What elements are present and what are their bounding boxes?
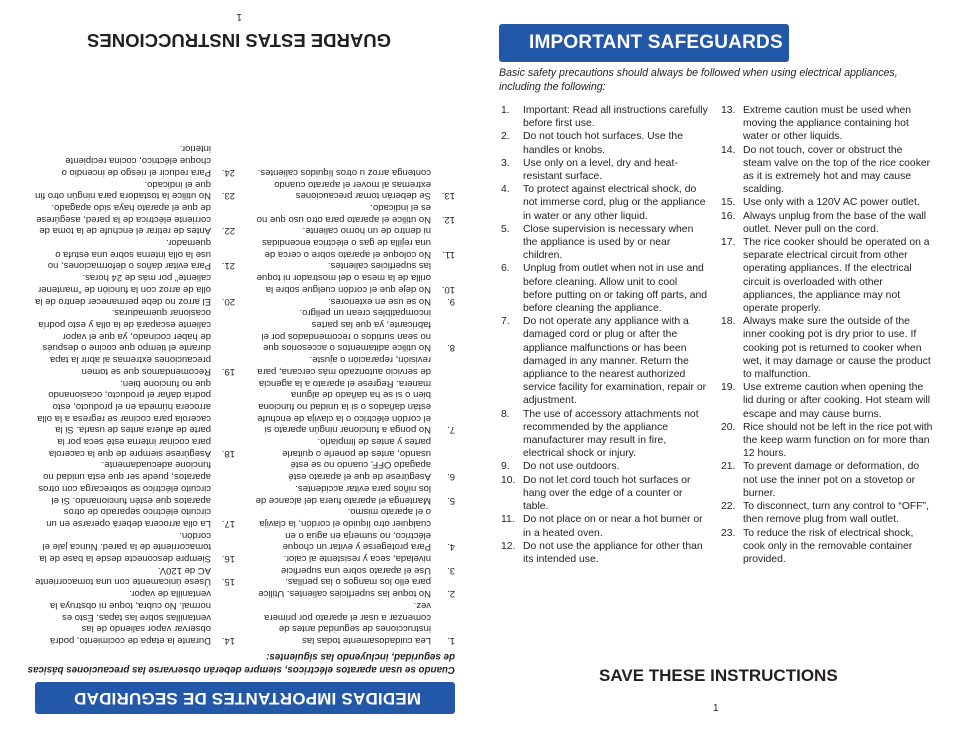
- safeguard-item-number: 24.: [221, 166, 235, 178]
- safeguard-item-number: 13.: [441, 190, 455, 202]
- safeguard-item-number: 8.: [447, 342, 455, 354]
- safeguard-item-text: Unplug from outlet when not in use and before cleaning. Allow unit to cool before putting on or taking off parts, and before cleaning the appliance.: [523, 263, 708, 315]
- safeguard-item-text: No deje que el cordón cuelgue sobre la orilla de la mesa o del mostrador ni toque las superficies calientes.: [256, 260, 431, 295]
- safeguard-item: [255, 225, 455, 260]
- safeguard-item: [721, 104, 933, 144]
- safeguard-item-text: Do not use the appliance for other than its intended use.: [523, 540, 703, 565]
- safeguard-item-number: 1.: [501, 105, 510, 116]
- safeguard-item-text: Use extreme caution when opening the lid during or after cooking. Hot steam will escape and may cause burns.: [743, 382, 931, 420]
- safeguard-item-number: 15.: [721, 197, 736, 209]
- safeguard-item-number: 19.: [221, 365, 235, 377]
- safeguard-item-number: 12.: [441, 213, 455, 225]
- safeguard-item-text: Lea cuidadosamente todas las instrucciones de seguridad antes de comenzar a usar el aparato por primera vez.: [264, 599, 431, 646]
- safeguard-item: [35, 459, 235, 529]
- safeguard-item: [501, 157, 709, 183]
- safeguard-item-text: To prevent damage or deformation, do not use the inner pot on a stovetop or burner.: [743, 461, 920, 499]
- safeguard-item: [501, 223, 709, 263]
- safeguard-item-text: Do not touch hot surfaces. Use the handles or knobs.: [523, 131, 683, 156]
- safeguard-item: [721, 527, 933, 567]
- safeguard-item: [255, 166, 455, 201]
- safeguard-item-number: 4.: [501, 184, 510, 196]
- safeguard-item-number: 20.: [721, 421, 736, 433]
- safeguard-item-number: 18.: [721, 316, 736, 328]
- safeguard-item-text: No toque las superficies calientes. Utilice para ello los mangos o las perillas.: [258, 576, 431, 600]
- english-banner-title: IMPORTANT SAFEGUARDS: [529, 32, 783, 53]
- safeguard-item-number: 13.: [721, 105, 736, 116]
- safeguard-item-number: 14.: [221, 635, 235, 646]
- safeguard-item-text: Do not touch, cover or obstruct the steam valve on the top of the rice cooker as it is extremely hot and may cause scalding.: [743, 144, 931, 196]
- safeguard-item: [255, 576, 455, 599]
- safeguard-item-text: Para reducir el riesgo de incendio o choque eléctrico, cocina recipiente interior.: [61, 143, 211, 178]
- safeguard-item-number: 23.: [721, 527, 736, 539]
- safeguard-item-text: Para protegerse y evitar un choque eléctrico, no sumerja en agua o en cualquier otro líquido el cordón, la clavija o el aparato mismo.: [259, 506, 431, 553]
- safeguard-item: [255, 435, 455, 482]
- safeguard-item-text: Close supervision is necessary when the appliance is used by or near children.: [523, 223, 694, 262]
- safeguard-item-number: 23.: [221, 190, 235, 202]
- spanish-banner-title: MEDIDAS IMPORTANTES DE SEGURIDAD: [73, 689, 421, 708]
- spanish-list-col1: [255, 166, 455, 646]
- safeguard-item: [501, 262, 709, 315]
- safeguard-item-number: 7.: [501, 316, 510, 328]
- english-list-col2: [721, 104, 933, 566]
- safeguard-item-text: Úsese únicamente con una tomacorriente AC de 120V.: [35, 564, 211, 588]
- safeguard-item: [35, 377, 235, 459]
- safeguard-item-text: Use only on a level, dry and heat-resistant surface.: [523, 157, 678, 183]
- safeguard-item: [35, 272, 235, 307]
- safeguard-item-text: Extreme caution must be used when moving the appliance containing hot water or other liquids.: [743, 105, 912, 143]
- safeguard-item: [255, 260, 455, 295]
- safeguard-item-text: Always make sure the outside of the inner cooking pot is dry prior to use. If cooking pot is returned to cooker when wet, it may damage or cause the product to malfunction.: [743, 316, 931, 381]
- english-page: [477, 0, 954, 738]
- safeguard-item-number: 21.: [221, 260, 235, 272]
- spanish-save-heading: GUARDE ESTAS INSTRUCCIONES: [87, 30, 391, 51]
- safeguard-item-number: 19.: [721, 382, 736, 394]
- safeguard-item-text: Use el aparato sobre una superficie nivelada, seca y resistente al calor.: [281, 553, 431, 576]
- safeguard-item-text: No utilice el aparato para otro uso que no es el indicado.: [256, 201, 431, 225]
- safeguard-item-text: Asegúrese siempre de que la cacerola para cocinar interna esté seca por la parte de afuera antes de usarla. Si la cacerola para cocinar se regresa a la olla arrocera húmeda en el producto, esto podría dañar el producto, ocasionando que no funcione bien.: [37, 377, 211, 459]
- safeguard-item: [501, 474, 709, 514]
- english-save-heading: SAVE THESE INSTRUCTIONS: [599, 666, 838, 685]
- safeguard-item: [255, 506, 455, 553]
- safeguard-item-number: 2.: [447, 588, 455, 600]
- safeguard-item-text: To reduce the risk of electrical shock, cook only in the removable container provided.: [743, 527, 914, 565]
- safeguard-item: [501, 104, 709, 130]
- safeguard-item-text: Para evitar daños o deformaciones, no use la olla interna sobre una estufa o quemador.: [47, 237, 211, 272]
- safeguard-item-number: 7.: [447, 424, 455, 436]
- safeguard-item-number: 3.: [501, 157, 510, 169]
- safeguard-item-text: No utilice la tostadora para ningún otro fin que el indicado.: [35, 178, 211, 202]
- safeguard-item-number: 16.: [721, 210, 736, 222]
- safeguard-item: [501, 130, 709, 156]
- safeguard-item-text: Important: Read all instructions carefully before first use.: [523, 105, 708, 130]
- safeguard-item: [35, 564, 235, 587]
- safeguard-item-number: 10.: [501, 474, 516, 486]
- safeguard-item: [255, 201, 455, 224]
- safeguard-item-number: 6.: [501, 263, 510, 275]
- spanish-banner: [35, 682, 455, 714]
- safeguard-item-number: 1.: [447, 635, 455, 646]
- safeguard-item-text: El arroz no debe permanecer dentro de la olla de arroz con la función de "mantener caliente" por más de 24 horas.: [35, 272, 211, 307]
- safeguard-item-text: La olla arrocera deberá operarse en un circuito eléctrico separado de otros aparatos que estén funcionando. Si el circuito eléctrico se sobrecarga con otros aparatos, puede ser que esta unidad no funcione adecuadamente.: [38, 459, 211, 529]
- safeguard-item: [501, 183, 709, 223]
- safeguard-item-text: The use of accessory attachments not recommended by the appliance manufacturer may result in fire, electrical shock or injury.: [523, 408, 699, 460]
- safeguard-item-number: 8.: [501, 408, 510, 420]
- safeguard-item-number: 5.: [447, 494, 455, 506]
- safeguard-item: [721, 500, 933, 526]
- safeguard-item: [35, 587, 235, 646]
- safeguard-item-text: To disconnect, turn any control to “OFF”, then remove plug from wall outlet.: [743, 501, 929, 526]
- safeguard-item-text: Use only with a 120V AC power outlet.: [743, 197, 920, 209]
- english-list-col1: [501, 104, 709, 566]
- safeguard-item: [35, 143, 235, 178]
- safeguard-item-text: Always unplug from the base of the wall outlet. Never pull on the cord.: [743, 210, 927, 235]
- safeguard-item-number: 17.: [721, 237, 736, 249]
- safeguard-item: [501, 513, 709, 539]
- safeguard-item-number: 18.: [221, 447, 235, 459]
- safeguard-item: [35, 201, 235, 236]
- safeguard-item: [501, 315, 709, 407]
- safeguard-item-text: Siempre desconecte desde la base de la tomacorriente de la pared. Nunca jale el cordón.: [39, 529, 211, 565]
- safeguard-item-text: Asegúrese de que el aparato esté apagado OFF, cuando no se esté usando, antes de ponerle o quitarle partes y antes de limpiarlo.: [282, 436, 431, 483]
- safeguard-item: [255, 482, 455, 505]
- safeguard-item-text: No se use en exteriores.: [328, 295, 431, 307]
- safeguard-item-number: 22.: [721, 501, 736, 513]
- safeguard-item-number: 4.: [447, 541, 455, 553]
- safeguard-item: [255, 353, 455, 435]
- safeguard-item-text: Do not operate any appliance with a damaged cord or plug or after the appliance malfunctions or has been damaged in any manner. Return the appliance to the nearest authorized service facility for examination, repair or adjustment.: [523, 316, 707, 407]
- safeguard-item-number: 2.: [501, 131, 510, 143]
- safeguard-item: [35, 529, 235, 564]
- safeguard-item-number: 17.: [221, 517, 235, 529]
- safeguard-item: [721, 421, 933, 461]
- safeguard-item-number: 9.: [447, 295, 455, 307]
- safeguard-item: [255, 599, 455, 646]
- safeguard-item-text: Durante la etapa de cocimiento, podrá observar vapor saliendo de las ventanillas sobre las tapas. Esto es normal. No cubra, toque ni obstruya la ventanilla de vapor.: [49, 588, 211, 646]
- spanish-page-number: 1: [236, 11, 242, 22]
- safeguard-item: [255, 307, 455, 354]
- safeguard-item-number: 12.: [501, 540, 516, 552]
- safeguard-item-text: Recomendamos que se tomen precauciones extremas al abrir la tapa durante el tiempo que cocine o después de haber cocinado, ya que el vapor caliente escapará de la olla y esto podría ocasionar quemaduras.: [38, 307, 211, 377]
- safeguard-item-number: 11.: [501, 514, 515, 526]
- safeguard-item-text: Rice should not be left in the rice pot with the keep warm function on for more than 12 hours.: [743, 421, 933, 460]
- english-page-number: 1: [713, 703, 719, 714]
- safeguard-item: [501, 460, 709, 473]
- safeguard-item-text: No coloque el aparato sobre o cerca de una rejilla de gas o eléctrica encendidas ni dentro de un horno caliente.: [262, 225, 431, 260]
- english-intro: Basic safety precautions should always be followed when using electrical appliances, including the following:: [499, 67, 898, 93]
- safeguard-item-number: 9.: [501, 461, 510, 473]
- safeguard-item: [501, 540, 709, 566]
- safeguard-item-text: The rice cooker should be operated on a separate electrical circuit from other operating appliances. If the electrical circuit is overloaded with other appliances, the appliance may not operate properly.: [743, 237, 930, 315]
- safeguard-item-text: No utilice aditamentos o accesorios que no sean surtidos o recomendados por el fabricante, ya que las partes incompatibles crean un peligro.: [261, 307, 431, 354]
- safeguard-item-text: Do not let cord touch hot surfaces or hang over the edge of a counter or table.: [523, 474, 691, 513]
- safeguard-item: [501, 408, 709, 461]
- safeguard-item: [721, 196, 933, 209]
- safeguard-item: [721, 236, 933, 315]
- safeguard-item-number: 15.: [221, 576, 235, 588]
- safeguard-item: [35, 236, 235, 271]
- safeguard-item: [255, 552, 455, 575]
- safeguard-item-text: Antes de retirar el enchufe de la toma de corriente eléctrica de la pared, asegúrese de que el aparato haya sido apagado.: [36, 201, 211, 237]
- spanish-list-col2: [35, 143, 235, 646]
- safeguard-item-number: 22.: [221, 225, 235, 237]
- safeguard-item-text: To protect against electrical shock, do not immerse cord, plug or the appliance in water or any other liquid.: [523, 184, 706, 222]
- safeguard-item: [35, 178, 235, 201]
- safeguard-item-number: 16.: [221, 553, 235, 565]
- safeguard-item-text: Do not place on or near a hot burner or in a heated oven.: [523, 514, 703, 539]
- safeguard-item-number: 20.: [221, 295, 235, 307]
- safeguard-item-text: Do not use outdoors.: [523, 461, 620, 473]
- safeguard-item: [721, 460, 933, 500]
- safeguard-item-number: 10.: [441, 283, 455, 295]
- safeguard-item-number: 6.: [447, 471, 455, 483]
- safeguard-item: [721, 381, 933, 421]
- safeguard-item: [721, 144, 933, 197]
- safeguard-item-number: 21.: [721, 461, 736, 473]
- safeguard-item-number: 14.: [721, 144, 736, 156]
- safeguard-item: [255, 295, 455, 307]
- safeguard-item-text: Mantenga el aparato fuera del alcance de los niños para evitar accidentes.: [255, 482, 431, 506]
- english-banner: [499, 24, 789, 62]
- safeguard-item-text: No ponga a funcionar ningún aparato si el cordón eléctrico o la clavija de enchufe están dañados o si la unidad no funciona bien o si se ha dañado de alguna manera. Regrese el aparato a la agencia de servicio autorizado más cercana, para revisión, reparación o ajuste.: [257, 354, 431, 436]
- safeguard-item-number: 5.: [501, 223, 510, 235]
- safeguard-item: [721, 210, 933, 236]
- safeguard-item-number: 11.: [442, 248, 455, 260]
- spanish-intro: Cuando se usan aparatos eléctricos, siempre deberán observarse las precauciones básicas de seguridad, incluyendo las siguientes:: [27, 651, 455, 675]
- safeguard-item-number: 3.: [447, 564, 455, 576]
- safeguard-item-text: Se deberán tomar precauciones extremas al mover el aparato cuando contenga arroz u otros líquidos calientes.: [257, 166, 431, 202]
- safeguard-item: [721, 315, 933, 381]
- safeguard-item: [35, 307, 235, 377]
